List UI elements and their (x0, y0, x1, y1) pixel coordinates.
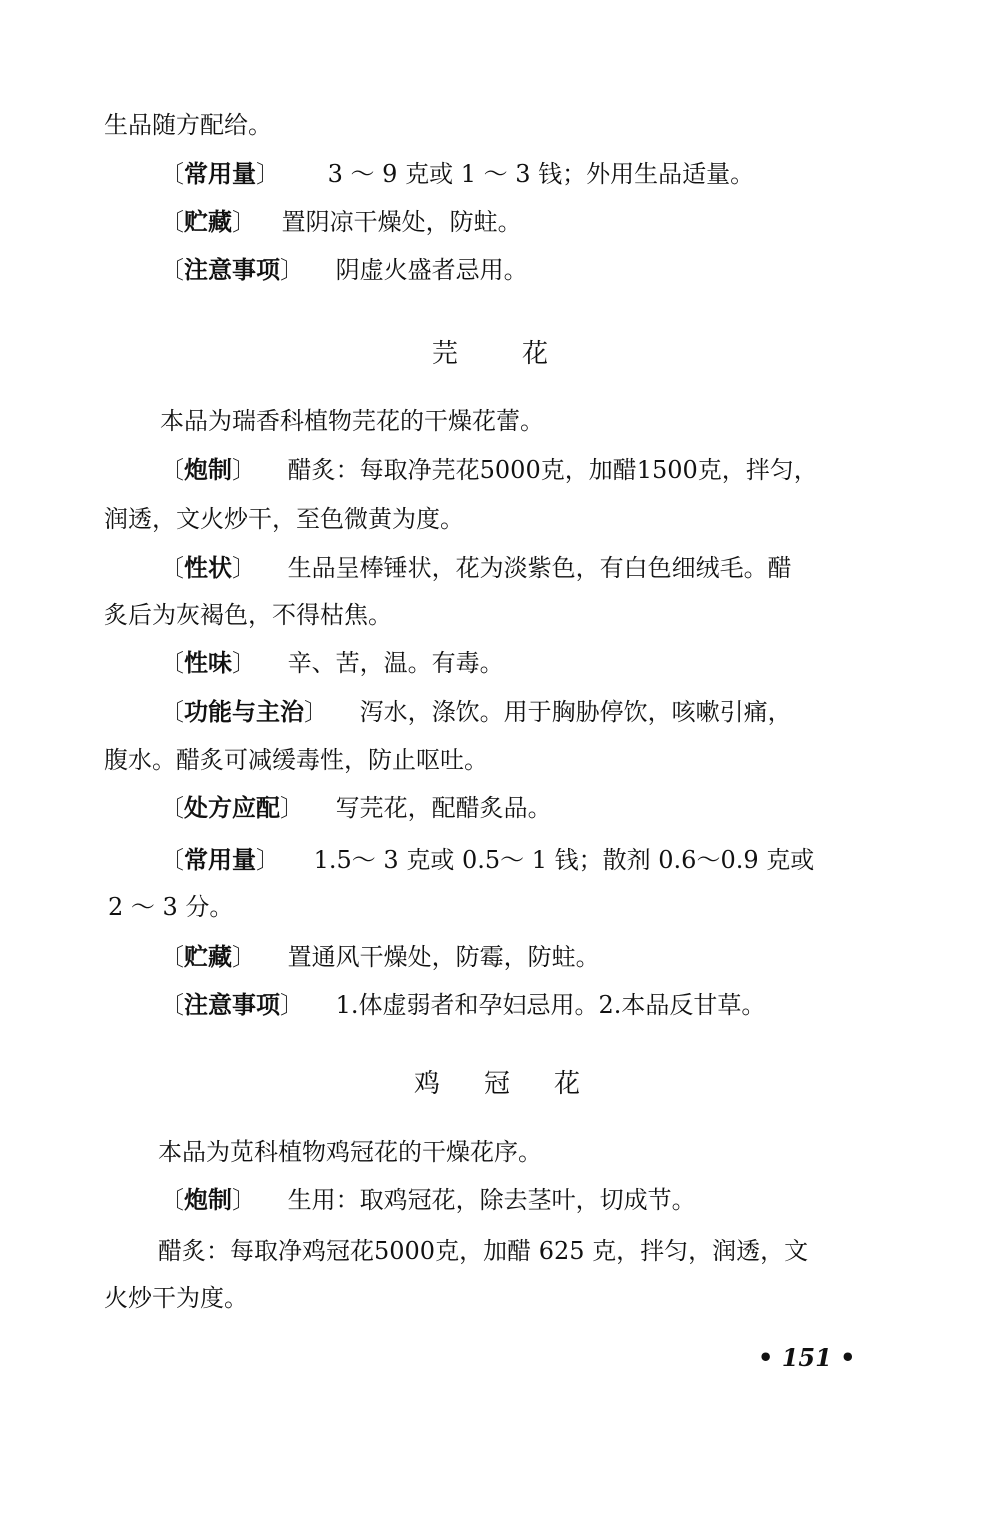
entry1-prescription-label: 处方应配 (184, 794, 280, 822)
prev-caution-label: 注意事项 (184, 256, 280, 284)
entry1-properties-label: 性状 (184, 554, 232, 582)
entry1-taste-text: 辛、苦，温。有毒。 (287, 649, 504, 677)
entry2-processing-row: 〔炮制〕 生用：取鸡冠花，除去茎叶，切成节。 (160, 1186, 696, 1214)
prev-dosage-label: 常用量 (184, 160, 256, 188)
entry1-function-line1: 泻水，涤饮。用于胸胁停饮，咳嗽引痛， (359, 698, 792, 726)
entry1-function-line2: 腹水。醋炙可减缓毒性，防止呕吐。 (104, 746, 488, 774)
entry1-processing-label: 炮制 (184, 456, 232, 484)
entry1-dosage-label: 常用量 (184, 846, 256, 874)
entry1-processing-row: 〔炮制〕 醋炙：每取净芫花5000克，加醋1500克，拌匀， (160, 456, 818, 484)
entry1-taste-label: 性味 (184, 649, 232, 677)
entry1-dosage-line1: 1.5～ 3 克或 0.5～ 1 钱；散剂 0.6～0.9 克或 (313, 846, 815, 874)
page-number: • 151 • (758, 1343, 856, 1372)
entry2-processing-label: 炮制 (184, 1186, 232, 1214)
entry1-properties-line1: 生品呈棒锤状，花为淡紫色，有白色细绒毛。醋 (287, 554, 792, 582)
prev-storage-row: 〔贮藏〕 置阴凉干燥处，防蛀。 (160, 208, 522, 236)
entry2-processing2-line1: 醋炙：每取净鸡冠花5000克，加醋 625 克，拌匀，润透，文 (158, 1237, 809, 1265)
entry1-title: 芫 花 (432, 339, 549, 369)
entry1-storage-row: 〔贮藏〕 置通风干燥处，防霉，防蛀。 (160, 943, 600, 971)
entry1-function-label: 功能与主治 (184, 698, 304, 726)
entry1-storage-text: 置通风干燥处，防霉，防蛀。 (287, 943, 600, 971)
prev-caution-text: 阴虚火盛者忌用。 (335, 256, 528, 284)
entry1-function-row: 〔功能与主治〕 泻水，涤饮。用于胸胁停饮，咳嗽引痛， (160, 698, 792, 726)
entry1-caution-row: 〔注意事项〕 1.体虚弱者和孕妇忌用。2.本品反甘草。 (160, 991, 766, 1019)
entry2-intro: 本品为苋科植物鸡冠花的干燥花序。 (158, 1138, 542, 1166)
prev-dosage-row: 〔常用量〕 3 ～ 9 克或 1 ～ 3 钱；外用生品适量。 (160, 160, 755, 188)
continuation-text: 生品随方配给。 (104, 111, 272, 139)
entry1-storage-label: 贮藏 (184, 943, 232, 971)
entry1-taste-row: 〔性味〕 辛、苦，温。有毒。 (160, 649, 504, 677)
entry1-properties-line2: 炙后为灰褐色，不得枯焦。 (104, 601, 392, 629)
entry2-processing-text: 生用：取鸡冠花，除去茎叶，切成节。 (287, 1186, 696, 1214)
prev-caution-row: 〔注意事项〕 阴虚火盛者忌用。 (160, 256, 528, 284)
entry1-processing-line2: 润透，文火炒干，至色微黄为度。 (104, 505, 464, 533)
prev-storage-text: 置阴凉干燥处，防蛀。 (281, 208, 522, 236)
entry1-caution-label: 注意事项 (184, 991, 280, 1019)
entry1-properties-row: 〔性状〕 生品呈棒锤状，花为淡紫色，有白色细绒毛。醋 (160, 554, 792, 582)
entry1-dosage-row: 〔常用量〕 1.5～ 3 克或 0.5～ 1 钱；散剂 0.6～0.9 克或 (160, 846, 815, 874)
entry2-title: 鸡 冠 花 (414, 1069, 581, 1099)
entry1-prescription-text: 写芫花，配醋炙品。 (335, 794, 552, 822)
entry1-dosage-line2: 2 ～ 3 分。 (108, 893, 234, 921)
prev-dosage-text: 3 ～ 9 克或 1 ～ 3 钱；外用生品适量。 (327, 160, 755, 188)
entry1-prescription-row: 〔处方应配〕 写芫花，配醋炙品。 (160, 794, 552, 822)
prev-storage-label: 贮藏 (184, 208, 232, 236)
entry1-processing-line1: 醋炙：每取净芫花5000克，加醋1500克，拌匀， (287, 456, 818, 484)
entry1-caution-text: 1.体虚弱者和孕妇忌用。2.本品反甘草。 (335, 991, 766, 1019)
entry2-processing2-line2: 火炒干为度。 (104, 1284, 248, 1312)
entry1-intro: 本品为瑞香科植物芫花的干燥花蕾。 (160, 407, 544, 435)
